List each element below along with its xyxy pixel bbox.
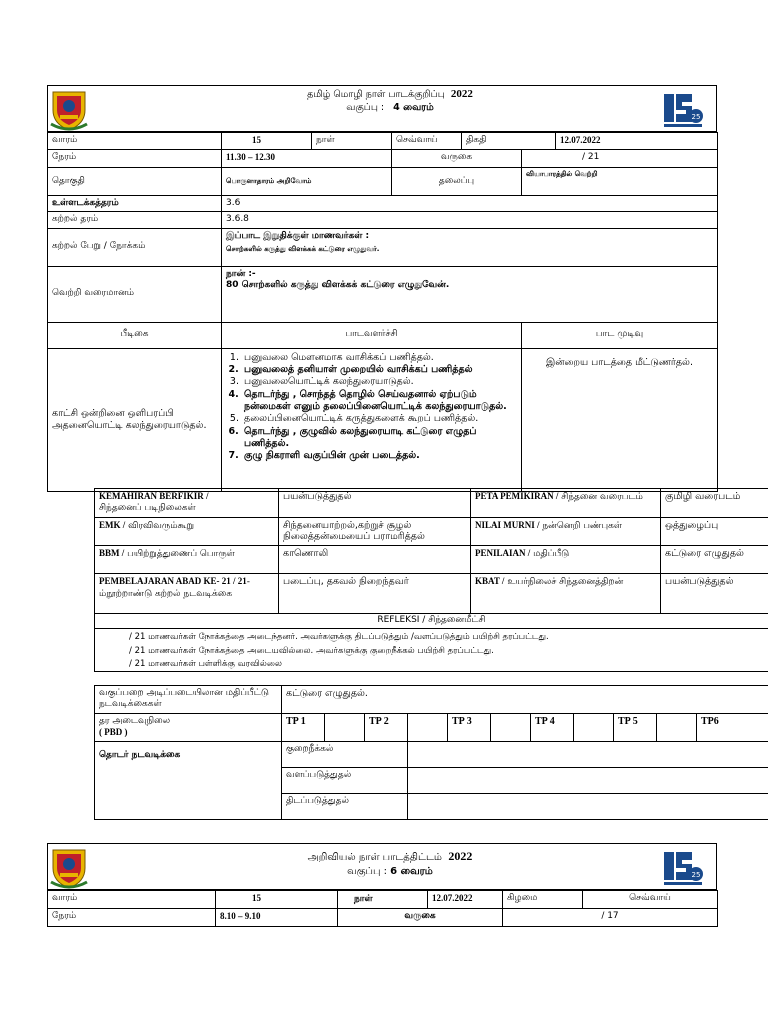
date-label: திகதி bbox=[462, 133, 556, 150]
emk-value: சிந்தனையாற்றல்,கற்றுச் சூழல் நிலைத்தன்மையைப் பராமரித்தல் bbox=[279, 517, 471, 546]
kemahiran-label: KEMAHIRAN BERFIKIR / சிந்தனைப் படிநிலைகள் bbox=[95, 489, 279, 518]
intro-text: காட்சி ஒன்றினை ஒளிபரப்பி அதனையொட்டி கலந்துரையாடுதல். bbox=[48, 348, 222, 491]
followup-3-value[interactable] bbox=[408, 794, 768, 820]
penilaian-label: PENILAIAN / மதிப்பீடு bbox=[471, 546, 661, 574]
week-label: வாரம் bbox=[48, 133, 222, 150]
attendance-label: வருகை bbox=[392, 150, 522, 168]
abad-value: படைப்பு, தகவல் நிறைந்தவர் bbox=[279, 574, 471, 614]
closing-text: இன்றைய பாடத்தை மீட்டுணர்தல். bbox=[522, 348, 718, 491]
learning-std-label: கற்றல் தரம் bbox=[48, 212, 222, 228]
class-assess-label: வகுப்பறை அடிப்படையிலான மதிப்பீட்டு நடவடிக்கைகள் bbox=[95, 686, 282, 714]
time-value: 11.30 – 12.30 bbox=[222, 150, 392, 168]
nilai-value: ஒத்துழைப்பு bbox=[661, 517, 768, 546]
emk-label: EMK / விரவிவரும்கூறு bbox=[95, 517, 279, 546]
time-label: நேரம் bbox=[48, 150, 222, 168]
activity-list bbox=[222, 348, 522, 491]
activity-item: 3. பனுவலையொட்டிக் கலந்துரையாடுதல். bbox=[242, 376, 517, 388]
tp-checkbox[interactable] bbox=[491, 713, 531, 742]
attendance-value: / 21 bbox=[522, 150, 718, 168]
class-line-2: வகுப்பு : 6 வைரம் bbox=[347, 866, 433, 877]
success-label: வெற்றி வரைமானம் bbox=[48, 266, 222, 322]
content-std-label: உள்ளடக்கத்தரம் bbox=[48, 196, 222, 212]
activity-header: பாடவளர்ச்சி bbox=[222, 322, 522, 348]
tp-label: TP 5 bbox=[614, 713, 657, 742]
followup-3-label: திடப்படுத்துதல் bbox=[282, 794, 408, 820]
skp-logo-icon-2 bbox=[662, 848, 704, 888]
title-label: தலைப்பு bbox=[392, 168, 522, 196]
day-word-label: கிழமை bbox=[503, 891, 583, 909]
tp-label: TP 4 bbox=[531, 713, 574, 742]
kbat-label: KBAT / உயர்நிலைச் சிந்தனைத்திறன் bbox=[471, 574, 661, 614]
day-label: நாள் bbox=[312, 133, 392, 150]
peta-label: PETA PEMIKIRAN / சிந்தனை வரைபடம் bbox=[471, 489, 661, 518]
kemahiran-value: பயன்படுத்துதல் bbox=[279, 489, 471, 518]
content-std-value: 3.6 bbox=[222, 196, 718, 212]
theme-label: தொகுதி bbox=[48, 168, 222, 196]
kbat-value: பயன்படுத்துதல் bbox=[661, 574, 768, 614]
activity-item: 5. தலைப்பினையொட்டிக் கருத்துகளைக் கூறப் பணித்தல். bbox=[242, 413, 517, 425]
activity-item: 4. தொடர்ந்து , சொந்தத் தொழில் செய்வதனால் ஏற்படும் நன்மைகள் எனும் தலைப்பினையொட்டிக் கலந்துரையாடுதல். bbox=[242, 389, 517, 414]
followup-2-label: வளப்படுத்துதல் bbox=[282, 768, 408, 794]
abad-label: PEMBELAJARAN ABAD KE- 21 / 21-ம்நூற்றாண்டு கற்றல் நடவடிக்கை bbox=[95, 574, 279, 614]
pbd-label: தர அடைவுநிலை ( PBD ) bbox=[95, 713, 282, 742]
reflection-title: REFLEKSI / சிந்தனைமீட்சி bbox=[95, 614, 768, 628]
reflection-line-2: / 21 மாணவர்கள் நோக்கத்தை அடையவில்லை. அவர்களுக்கு குறைநீக்கல் பயிற்சி தரப்பட்டது. bbox=[129, 646, 494, 657]
plan-1-table bbox=[47, 132, 718, 492]
bbm-value: காணொலி bbox=[279, 546, 471, 574]
tp-checkbox[interactable] bbox=[574, 713, 614, 742]
week-label-2: வாரம் bbox=[48, 891, 216, 909]
title-value: வியாபாரத்தில் வெற்றி bbox=[522, 168, 718, 196]
tp-label: TP 3 bbox=[448, 713, 491, 742]
time-value-2: 8.10 – 9.10 bbox=[216, 909, 338, 927]
activity-item: 7. குழு நிகராளி வகுப்பின் முன் படைத்தல். bbox=[242, 450, 517, 462]
tp-checkbox[interactable] bbox=[657, 713, 697, 742]
intro-header: பீடிகை bbox=[48, 322, 222, 348]
tp-checkbox[interactable] bbox=[408, 713, 448, 742]
activity-item: 6. தொடர்ந்து , குழுவில் கலந்துரையாடி கட்டுரை எழுதப் பணித்தல். bbox=[242, 426, 517, 451]
nilai-label: NILAI MURNI / நன்னெறி பண்புகள் bbox=[471, 517, 661, 546]
tp-checkbox[interactable] bbox=[325, 713, 365, 742]
plan-title: தமிழ் மொழி நாள் பாடக்குறிப்பு 2022 bbox=[307, 88, 473, 100]
tp-label: TP 1 bbox=[282, 713, 325, 742]
time-label-2: நேரம் bbox=[48, 909, 216, 927]
skills-table bbox=[94, 488, 768, 672]
activity-item: 2. பனுவலைத் தனியாள் முறையில் வாசிக்கப் பணித்தல் bbox=[242, 364, 517, 376]
followup-1-label: குறைநீக்கல் bbox=[282, 742, 408, 768]
class-line: வகுப்பு : 4 வைரம் bbox=[346, 102, 434, 113]
objective-value: இப்பாட இறுதிக்குள் மாணவர்கள் : சொற்களில் கருத்து விளக்கக் கட்டுரை எழுதுவர். bbox=[222, 228, 718, 266]
success-value: நான் :- 80 சொற்களில் கருத்து விளக்கக் கட்டுரை எழுதுவேன். bbox=[222, 266, 718, 322]
plan-title-2: அறிவியல் நாள் பாடத்திட்டம் 2022 bbox=[307, 849, 473, 863]
attendance-label-2: வருகை bbox=[338, 909, 503, 927]
followup-1-value[interactable] bbox=[408, 742, 768, 768]
tp-label: TP6 bbox=[697, 713, 768, 742]
day-word-value: செவ்வாய் bbox=[583, 891, 718, 909]
reflection-line-1: / 21 மாணவர்கள் நோக்கத்தை அடைந்தனர். அவர்களுக்கு திடப்படுத்தும் /வளப்படுத்தும் பயிற்சி தரப்பட்டது. bbox=[129, 631, 549, 642]
plan-2-table bbox=[47, 890, 718, 927]
date-value: 12.07.2022 bbox=[556, 133, 718, 150]
followup-label: தொடர் நடவடிக்கை bbox=[95, 742, 282, 820]
theme-value: பொருளாதாரம் அறிவோம் bbox=[222, 168, 392, 196]
school-crest-icon bbox=[49, 88, 89, 132]
reflection-block bbox=[95, 614, 768, 672]
penilaian-value: கட்டுரை எழுதுதல் bbox=[661, 546, 768, 574]
week-value: 15 bbox=[222, 133, 312, 150]
bbm-label: BBM / பயிற்றுத்துணைப் பொருள் bbox=[95, 546, 279, 574]
day-value: செவ்வாய் bbox=[392, 133, 462, 150]
svg-text:25: 25 bbox=[691, 113, 701, 121]
objective-label: கற்றல் பேறு / நோக்கம் bbox=[48, 228, 222, 266]
reflection-line-3: / 21 மாணவர்கள் பள்ளிக்கு வரவில்லை bbox=[129, 659, 282, 669]
activity-item: 1. பனுவலை மெளனமாக வாசிக்கப் பணித்தல். bbox=[242, 352, 517, 364]
peta-value: குமிழி வரைபடம் bbox=[661, 489, 768, 518]
skp-logo-icon bbox=[662, 90, 704, 130]
class-assess-value: கட்டுரை எழுதுதல். bbox=[282, 686, 768, 714]
day-label-2: நாள் bbox=[338, 891, 428, 909]
learning-std-value: 3.6.8 bbox=[222, 212, 718, 228]
closing-header: பாட முடிவு bbox=[522, 322, 718, 348]
tp-label: TP 2 bbox=[365, 713, 408, 742]
week-value-2: 15 bbox=[216, 891, 338, 909]
school-crest-icon-2 bbox=[49, 846, 89, 890]
followup-2-value[interactable] bbox=[408, 768, 768, 794]
svg-text:25: 25 bbox=[691, 871, 701, 879]
attendance-value-2: / 17 bbox=[503, 909, 718, 927]
date-value-2: 12.07.2022 bbox=[428, 891, 503, 909]
assessment-table bbox=[94, 685, 768, 820]
